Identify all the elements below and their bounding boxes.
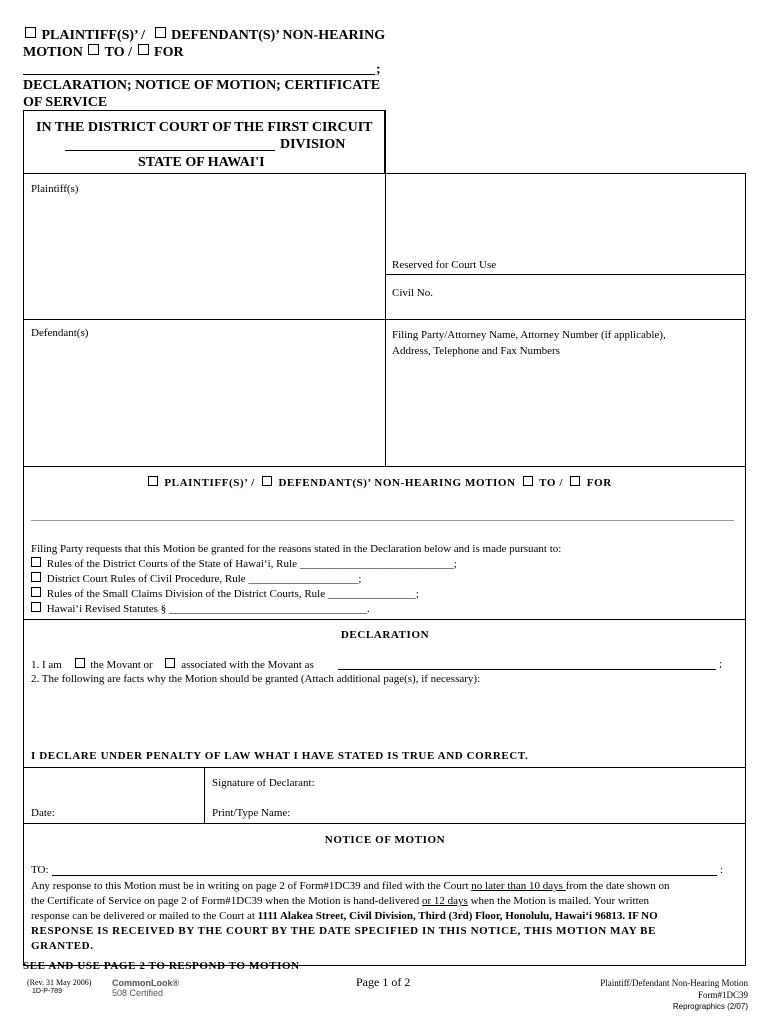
rules-section [31,542,561,617]
notice-divider [23,823,746,824]
rule-item-3: Rules of the Small Claims Division of the District Courts, Rule ________________; [31,587,561,602]
rev-date: (Rev. 31 May 2006) [27,978,92,987]
date-field[interactable] [62,800,200,822]
title-semicolon: ; [376,62,381,77]
civil-no-label: Civil No. [392,287,433,299]
motion-title: PLAINTIFF(S)’ / DEFENDANT(S)’ NON-HEARING MOTION TO / FOR [148,476,612,489]
form-title [23,27,393,61]
date-label: Date: [31,807,55,819]
plaintiffs-field[interactable] [24,200,384,318]
rule-1-checkbox[interactable] [31,557,41,567]
motion-defendant-checkbox[interactable] [262,476,272,486]
footer-right: Plaintiff/Defendant Non-Hearing Motion Form#1DC39 Reprographics (2/07) [600,978,748,1011]
declaration-divider [23,619,746,620]
declaration-heading: DECLARATION [340,629,430,641]
reserved-label: Reserved for Court Use [392,259,497,271]
plaintiffs-label: Plaintiff(s) [31,183,79,195]
motion-plaintiff-checkbox[interactable] [148,476,158,486]
motion-for-checkbox[interactable] [138,44,149,55]
caption-vertical-divider [385,110,386,467]
notice-to-line[interactable] [52,875,717,876]
commonlook-logo: CommonLook® 508 Certified [112,978,180,998]
defendant-checkbox[interactable] [155,27,166,38]
court-division: DIVISION [280,137,346,152]
rule-2-checkbox[interactable] [31,572,41,582]
signature-field[interactable] [330,772,740,794]
defendants-label: Defendant(s) [31,327,89,339]
signature-vertical-divider [204,767,205,824]
form-code: 1D-P-789 [32,988,62,995]
rule-item-4: Hawai‘i Revised Statutes § ____________________________________. [31,602,561,617]
facts-field[interactable] [31,690,734,745]
movant-checkbox[interactable] [75,658,85,668]
court-state: STATE OF HAWAI'I [138,155,265,170]
signature-label: Signature of Declarant: [212,777,315,789]
notice-to-label: TO: [31,864,49,876]
form-title-line2: MOTION TO / FOR [23,45,184,60]
rules-intro: Filing Party requests that this Motion be granted for the reasons stated in the Declaration below and is made pursuant to: [31,543,562,555]
plaintiff-checkbox[interactable] [25,27,36,38]
title-blank-line[interactable] [23,74,375,75]
form-title-line1: PLAINTIFF(S)’ / DEFENDANT(S)’ NON-HEARING [23,27,393,44]
print-name-label: Print/Type Name: [212,807,291,819]
declaration-line1: 1. I am the Movant or associated with the Movant as [31,659,314,671]
defendants-field[interactable] [24,344,384,464]
division-blank[interactable] [65,150,275,151]
penalty-statement: I DECLARE UNDER PENALTY OF LAW WHAT I HAVE STATED IS TRUE AND CORRECT. [31,750,529,762]
rule-item-1: Rules of the District Courts of the State of Hawai‘i, Rule ____________________________; [31,557,561,572]
rule-item-2: District Court Rules of Civil Procedure, Rule ____________________; [31,572,561,587]
print-name-field[interactable] [305,800,740,822]
reserved-divider [385,274,746,275]
filing-party-field[interactable] [390,362,742,462]
notice-paragraph: Any response to this Motion must be in writing on page 2 of Form#1DC39 and filed with the Court no later than 10 days from the date shown on the Certificate of Service on page 2 of Form#1DC39 when the Motion is hand-delivered or 12 days when the Motion is mailed. Your written response can be delivered or mailed to the Court at 1111 Alakea Street, Civil Division, Third (3rd) Floor, Honolulu, Hawai‘i 96813. IF NO RESPONSE IS RECEIVED BY THE COURT BY THE DATE SPECIFIED IN THIS NOTICE, THIS MOTION MAY BE GRANTED. [31,880,670,952]
form-subtitle: DECLARATION; NOTICE OF MOTION; CERTIFICATE OF SERVICE [23,78,381,110]
notice-heading: NOTICE OF MOTION [324,834,446,846]
court-line1: IN THE DISTRICT COURT OF THE FIRST CIRCUIT [36,120,373,135]
page-number: Page 1 of 2 [356,975,411,989]
civil-no-field[interactable] [440,280,740,314]
notice-to-colon: : [720,864,724,876]
associated-as-line[interactable] [338,669,716,670]
motion-to-checkbox[interactable] [88,44,99,55]
motion-purpose-line[interactable] [31,520,734,521]
caption-horizontal-divider [23,319,746,320]
signature-top-divider [23,767,746,768]
rule-4-checkbox[interactable] [31,602,41,612]
motion-to-checkbox-2[interactable] [523,476,533,486]
motion-for-checkbox-2[interactable] [570,476,580,486]
filing-party-label: Filing Party/Attorney Name, Attorney Number (if applicable), Address, Telephone and Fax Numbers [392,329,666,357]
declaration-semicolon: ; [719,658,723,670]
see-page-2: SEE AND USE PAGE 2 TO RESPOND TO MOTION [23,960,300,972]
declaration-line2: 2. The following are facts why the Motion should be granted (Attach additional page(s), if necessary): [31,673,481,685]
associated-checkbox[interactable] [165,658,175,668]
rule-3-checkbox[interactable] [31,587,41,597]
